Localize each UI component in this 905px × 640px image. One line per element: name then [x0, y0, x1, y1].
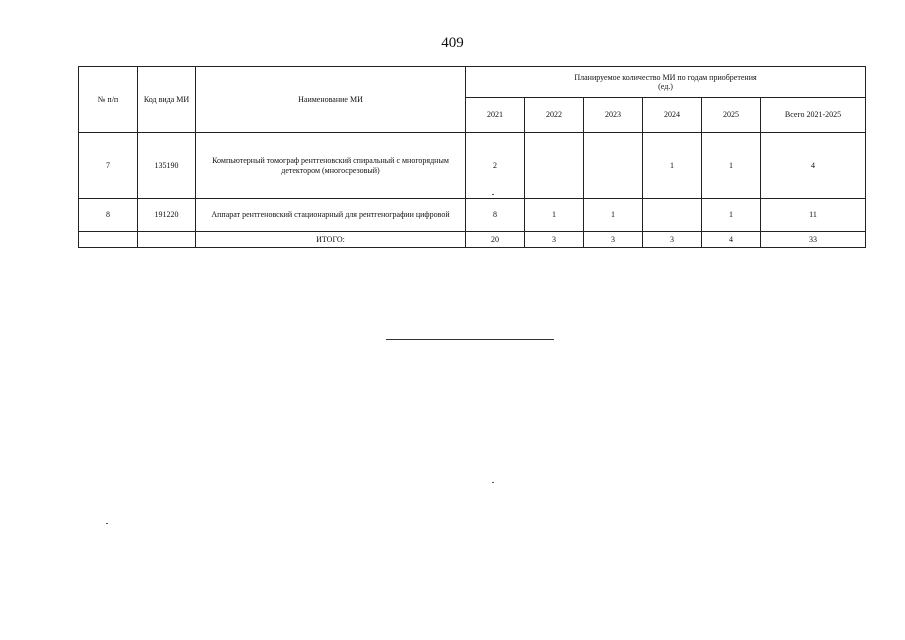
table-row [79, 199, 866, 232]
row-value: 8 [466, 199, 525, 232]
header-year: 2024 [643, 98, 702, 133]
row-code: 135190 [138, 133, 196, 199]
scan-speck [106, 523, 108, 524]
row-total: 11 [761, 199, 866, 232]
divider-line [386, 339, 554, 340]
row-value: 1 [525, 199, 584, 232]
scan-speck [492, 194, 494, 195]
total-value: 3 [584, 232, 643, 248]
total-label: ИТОГО: [196, 232, 466, 248]
total-value: 3 [643, 232, 702, 248]
row-num: 8 [79, 199, 138, 232]
header-code: Код вида МИ [138, 67, 196, 133]
total-value: 20 [466, 232, 525, 248]
page-number: 409 [441, 35, 464, 51]
header-total: Всего 2021-2025 [761, 98, 866, 133]
header-planned-unit: (ед.) [658, 82, 673, 91]
header-row [79, 67, 866, 98]
total-row-empty-cell [138, 232, 196, 248]
row-value: 1 [584, 199, 643, 232]
total-row [79, 232, 866, 248]
row-value [525, 133, 584, 199]
row-value: 1 [702, 133, 761, 199]
header-year: 2021 [466, 98, 525, 133]
header-num: № п/п [79, 67, 138, 133]
header-year: 2022 [525, 98, 584, 133]
scan-speck [492, 482, 494, 483]
row-code: 191220 [138, 199, 196, 232]
row-num: 7 [79, 133, 138, 199]
row-value [584, 133, 643, 199]
row-value [643, 199, 702, 232]
header-year: 2023 [584, 98, 643, 133]
row-total: 4 [761, 133, 866, 199]
total-value: 4 [702, 232, 761, 248]
header-year: 2025 [702, 98, 761, 133]
total-row-empty-cell [79, 232, 138, 248]
row-name: Компьютерный томограф рентгеновский спиральный с многорядным детектором (многосрезовый) [196, 133, 466, 199]
row-value: 1 [643, 133, 702, 199]
table-row [79, 133, 866, 199]
row-value: 1 [702, 199, 761, 232]
row-name: Аппарат рентгеновский стационарный для рентгенографии цифровой [196, 199, 466, 232]
header-name: Наименование МИ [196, 67, 466, 133]
header-planned [466, 67, 866, 98]
total-value: 3 [525, 232, 584, 248]
equipment-table [78, 66, 866, 248]
grand-total: 33 [761, 232, 866, 248]
header-planned-title: Планируемое количество МИ по годам приобретения [574, 72, 757, 82]
row-value: 2 [466, 133, 525, 199]
